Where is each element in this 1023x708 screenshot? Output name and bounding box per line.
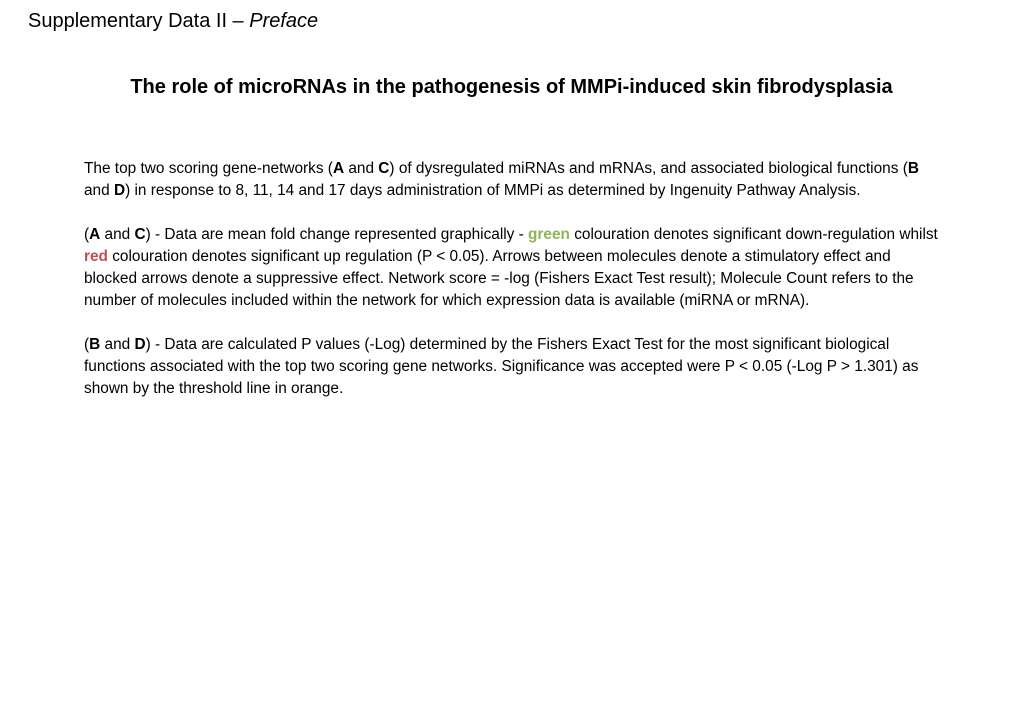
label-c: C: [378, 160, 390, 177]
text-run: colouration denotes significant down-regulation whilst: [569, 226, 938, 243]
text-run: ) in response to 8, 11, 14 and 17 days administration of MMPi as determined by Ingenuity Pathway Analysis.: [125, 182, 861, 199]
paragraph-networks: [84, 224, 944, 312]
label-a: A: [89, 226, 101, 243]
paragraph-intro: [84, 158, 944, 202]
red-keyword: red: [84, 248, 108, 265]
text-run: and: [344, 160, 379, 177]
label-b: B: [89, 336, 101, 353]
paragraph-functions: [84, 334, 944, 400]
text-run: ) - Data are mean fold change represented graphically -: [145, 226, 529, 243]
label-b: B: [907, 160, 919, 177]
label-d: D: [134, 336, 146, 353]
header-prefix: Supplementary Data II –: [28, 10, 250, 32]
header-italic: Preface: [249, 10, 319, 32]
page-title: The role of microRNAs in the pathogenesis of MMPi-induced skin fibrodysplasia: [130, 76, 893, 98]
supplementary-header: [28, 8, 318, 34]
label-a: A: [332, 160, 345, 177]
label-c: C: [134, 226, 146, 243]
text-run: (: [84, 226, 90, 243]
text-run: ) of dysregulated miRNAs and mRNAs, and associated biological functions (: [389, 160, 908, 177]
text-run: and: [100, 226, 135, 243]
text-run: and: [100, 336, 135, 353]
green-keyword: green: [528, 226, 570, 243]
text-run: (: [84, 336, 90, 353]
text-run: The top two scoring gene-networks (: [84, 160, 333, 177]
text-run: colouration denotes significant up regulation (P < 0.05). Arrows between molecules denote a stimulatory effect and blocked arrows denote a suppressive effect. Network score = -log (Fishers Exact Test result); Molecule Count refers to the number of molecules included within the network for which expression data is available (miRNA or mRNA).: [84, 248, 914, 309]
text-run: and: [84, 182, 114, 199]
text-run: ) - Data are calculated P values (-Log) determined by the Fishers Exact Test for the most significant biological functions associated with the top two scoring gene networks. Significance was accepted were P < 0.05 (-Log P > 1.301) as shown by the threshold line in orange.: [84, 336, 919, 397]
label-d: D: [113, 182, 126, 199]
body-text: [84, 158, 944, 422]
